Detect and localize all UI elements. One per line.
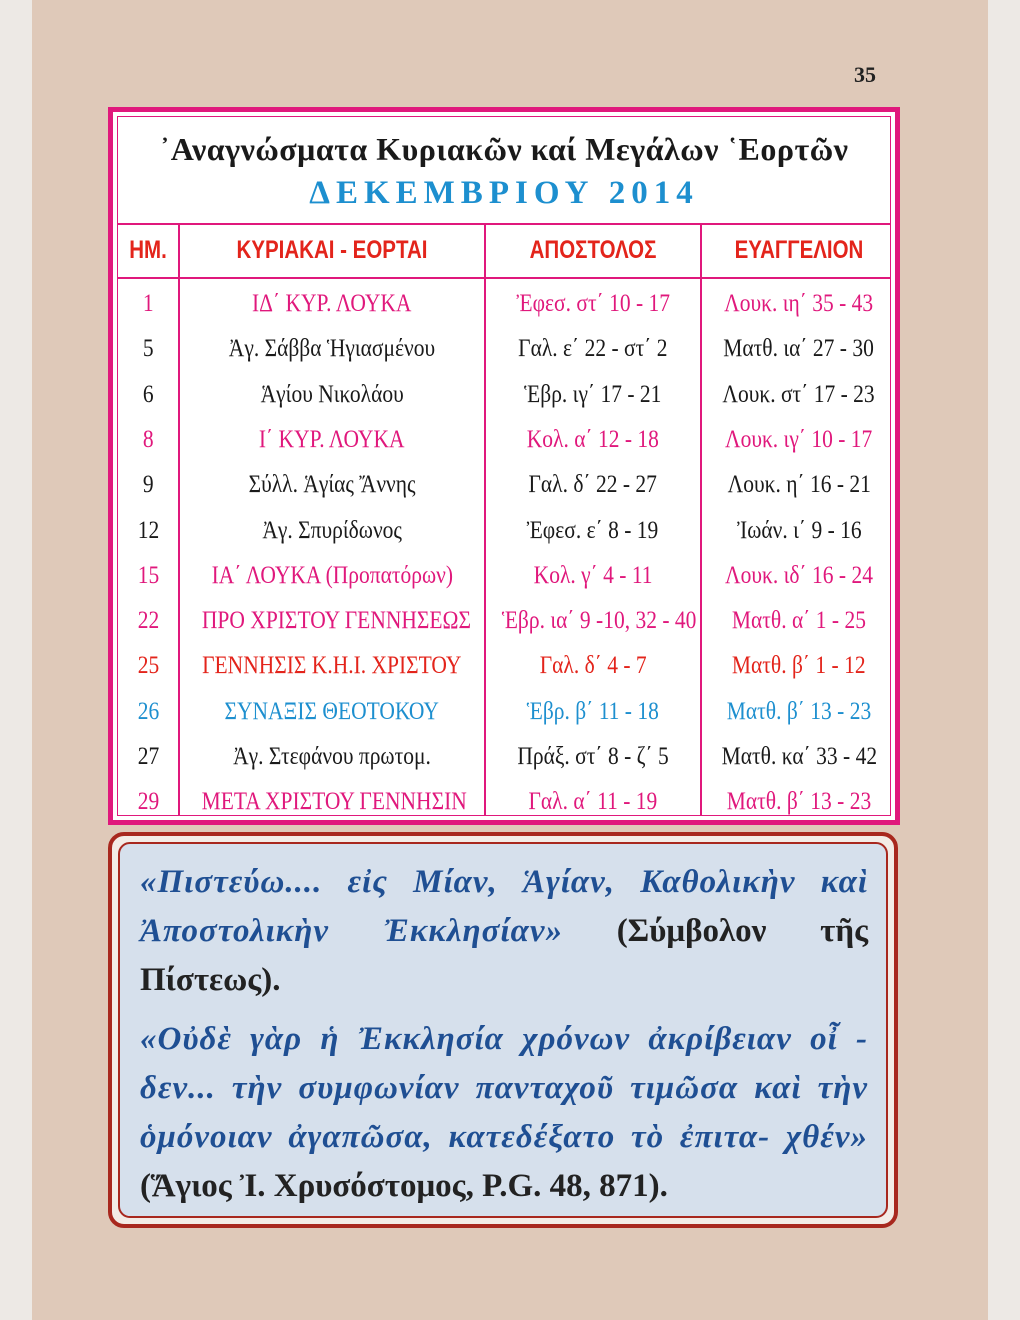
table-subtitle: ΔΕΚΕΜΒΡΙΟΥ 2014 [309, 175, 699, 211]
quote-chrysostom-text: «Οὐδὲ γὰρ ἡ Ἐκκλησία χρόνων ἀκρίβειαν οἶ - δεν... τὴν συμφωνίαν πανταχοῦ τιμῶσα καὶ τὴν ὁμόνοιαν ἀγαπῶσα, κατεδέξατο τὸ ἐπιτα- χθέν» [140, 1021, 868, 1155]
row-day: 1 [142, 290, 154, 317]
table-row [118, 598, 890, 643]
row-gospel: Ματθ. β΄ 13 - 23 [726, 788, 872, 816]
header-gospel: ΕΥΑΓΓΕΛΙΟΝ [734, 236, 864, 264]
table-row [118, 689, 890, 734]
readings-table-inner [117, 116, 891, 816]
row-apostle: Γαλ. δ΄ 22 - 27 [528, 471, 658, 499]
row-day: 6 [142, 380, 154, 408]
table-row [118, 281, 890, 326]
row-apostle: Πράξ. στ΄ 8 - ζ΄ 5 [517, 743, 669, 770]
row-apostle: Κολ. γ΄ 4 - 11 [533, 561, 653, 589]
row-gospel: Λουκ. ιγ΄ 10 - 17 [725, 425, 873, 453]
row-feast: Ἁγίου Νικολάου [260, 380, 404, 408]
row-apostle: Γαλ. α΄ 11 - 19 [528, 788, 658, 816]
row-apostle: Ἑβρ. ιγ΄ 17 - 21 [524, 380, 662, 408]
row-gospel: Λουκ. ιη΄ 35 - 43 [724, 290, 874, 317]
table-header-row [118, 223, 890, 279]
quote-box [108, 832, 898, 1228]
table-row [118, 779, 890, 824]
row-gospel: Ματθ. κα΄ 33 - 42 [721, 743, 877, 770]
row-apostle: Ἑβρ. ια΄ 9 -10, 32 - 40 [501, 607, 697, 635]
table-row [118, 462, 890, 507]
row-gospel: Λουκ. η΄ 16 - 21 [727, 471, 871, 499]
row-feast: ΜΕΤΑ ΧΡΙΣΤΟΥ ΓΕΝΝΗΣΙΝ [201, 788, 467, 816]
table-row [118, 326, 890, 371]
quote-creed [140, 858, 868, 1005]
row-day: 29 [137, 788, 159, 816]
row-gospel: Ματθ. α΄ 1 - 25 [731, 607, 867, 635]
table-row [118, 372, 890, 417]
table-row [118, 553, 890, 598]
row-feast: ΓΕΝΝΗΣΙΣ Κ.Η.Ι. ΧΡΙΣΤΟΥ [202, 652, 462, 680]
table-title: ᾿Αναγνώσματα Κυριακῶν καί Μεγάλων ῾Εορτῶν [159, 131, 849, 167]
header-apostle: ΑΠΟΣΤΟΛΟΣ [529, 236, 657, 264]
row-gospel: Ἰωάν. ι΄ 9 - 16 [736, 516, 862, 544]
row-feast: ΙΔ΄ ΚΥΡ. ΛΟΥΚΑ [252, 290, 412, 317]
row-feast: ΙΑ΄ ΛΟΥΚΑ (Προπατόρων) [211, 561, 453, 589]
quote-chrysostom [140, 1015, 868, 1211]
row-gospel: Λουκ. ιδ΄ 16 - 24 [725, 561, 873, 589]
row-day: 15 [137, 561, 159, 589]
row-apostle: Γαλ. ε΄ 22 - στ΄ 2 [518, 335, 668, 363]
row-day: 26 [137, 697, 159, 725]
quote-text [140, 858, 868, 1211]
row-apostle: Γαλ. δ΄ 4 - 7 [539, 652, 647, 680]
header-day: ΗΜ. [129, 236, 167, 264]
row-apostle: Κολ. α΄ 12 - 18 [526, 425, 660, 453]
readings-table [108, 107, 900, 825]
row-day: 9 [142, 471, 154, 499]
row-feast: Ἀγ. Σπυρίδωνος [262, 516, 402, 544]
row-feast: ΠΡΟ ΧΡΙΣΤΟΥ ΓΕΝΝΗΣΕΩΣ [201, 607, 472, 635]
row-day: 25 [137, 652, 159, 680]
row-day: 8 [142, 425, 154, 453]
quote-creed-text: «Πιστεύω.... εἰς Μίαν, Ἁγίαν, Καθολικὴν καὶ Ἀποστολικὴν Ἐκκλησίαν» [140, 864, 868, 949]
row-day: 27 [137, 743, 159, 770]
row-feast: Ἀγ. Στεφάνου πρωτομ. [233, 743, 431, 770]
header-feast: ΚΥΡΙΑΚΑΙ - ΕΟΡΤΑΙ [236, 236, 428, 264]
row-gospel: Ματθ. β΄ 13 - 23 [726, 697, 872, 725]
row-apostle: Ἐφεσ. στ΄ 10 - 17 [516, 290, 670, 317]
row-feast: ΣΥΝΑΞΙΣ ΘΕΟΤΟΚΟΥ [224, 697, 440, 725]
table-row [118, 734, 890, 779]
row-feast: Σύλλ. Ἁγίας Ἄννης [248, 471, 416, 499]
row-day: 12 [137, 516, 159, 544]
row-gospel: Λουκ. στ΄ 17 - 23 [722, 380, 876, 408]
table-row [118, 417, 890, 462]
row-day: 5 [142, 335, 154, 363]
table-title-block [118, 117, 890, 225]
table-row [118, 508, 890, 553]
row-gospel: Ματθ. β΄ 1 - 12 [732, 652, 866, 680]
quote-creed-source: (Σύμβολον τῆς Πίστεως). [140, 913, 868, 998]
row-apostle: Ἑβρ. β΄ 11 - 18 [526, 697, 660, 725]
quote-box-inner [118, 842, 888, 1218]
table-row [118, 643, 890, 688]
page-number: 35 [854, 62, 876, 87]
row-feast: Ἀγ. Σάββα Ἡγιασμένου [228, 335, 436, 363]
quote-chrysostom-source: (Ἅγιος Ἰ. Χρυσόστομος, P.G. 48, 871). [140, 1168, 668, 1204]
row-gospel: Ματθ. ια΄ 27 - 30 [723, 335, 875, 363]
row-feast: Ι΄ ΚΥΡ. ΛΟΥΚΑ [259, 425, 405, 453]
row-apostle: Ἐφεσ. ε΄ 8 - 19 [527, 516, 659, 544]
row-day: 22 [137, 607, 159, 635]
